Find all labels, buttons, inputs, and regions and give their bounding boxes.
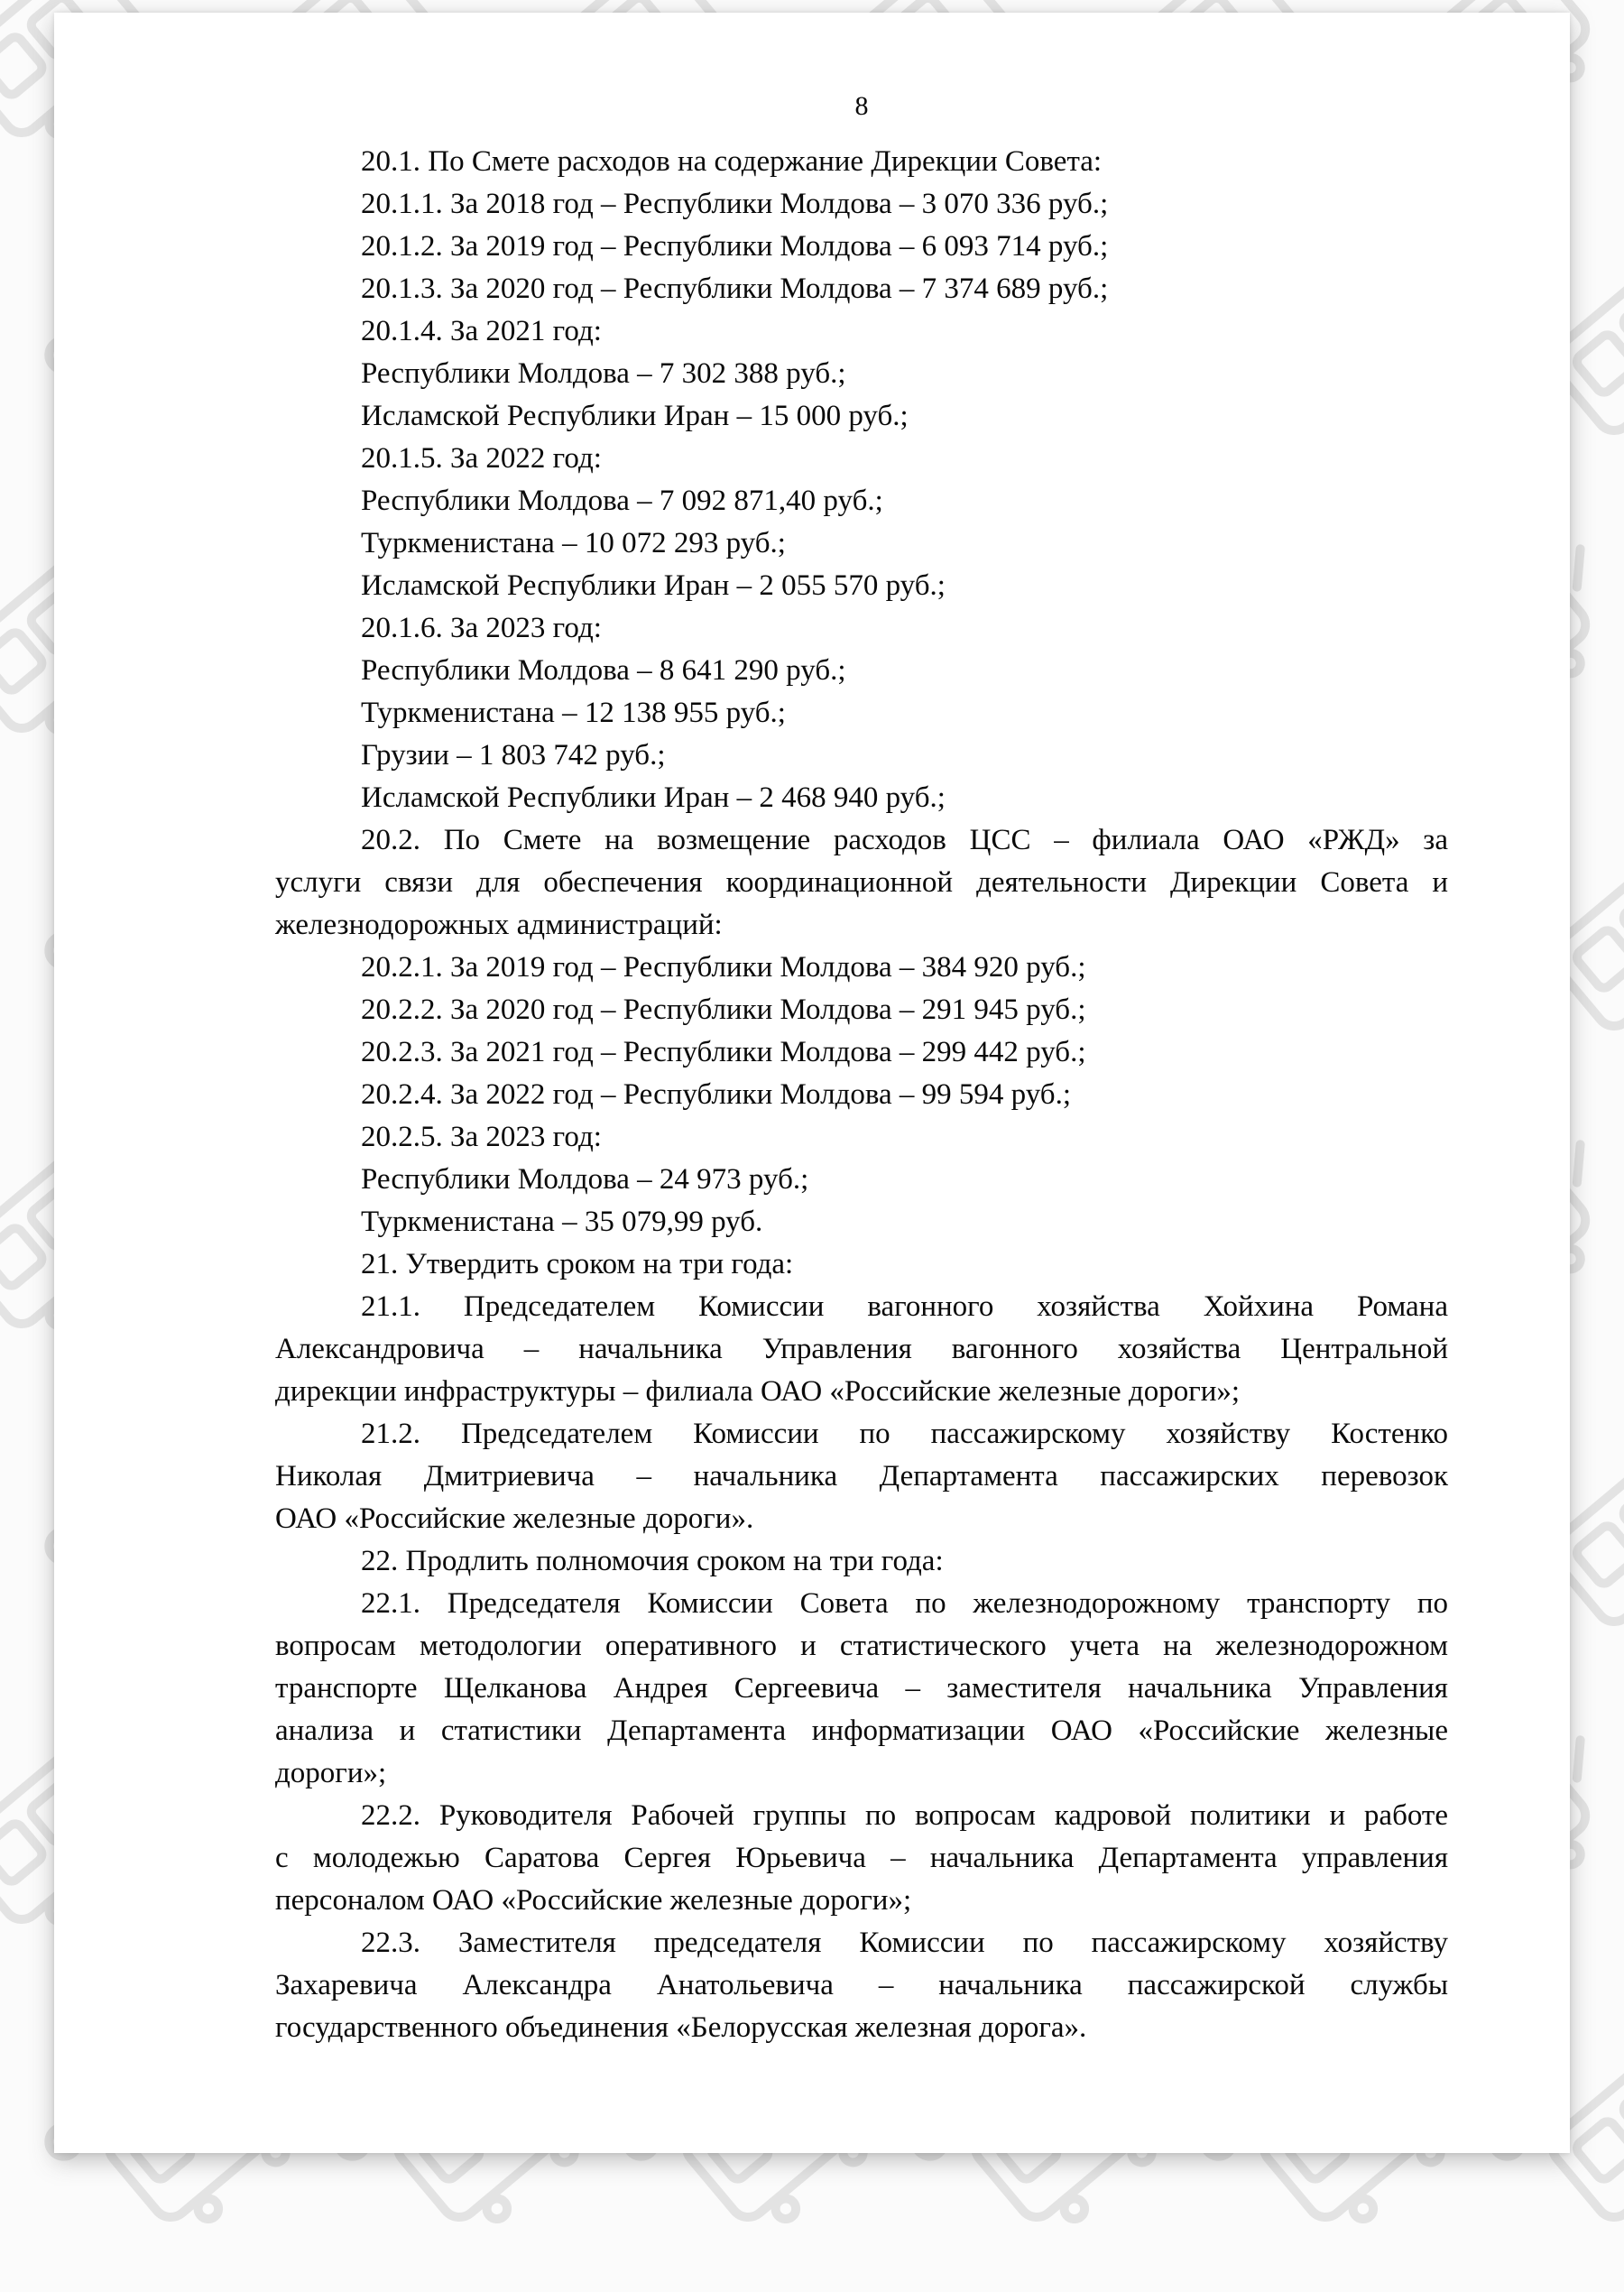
- paragraph: [275, 692, 1448, 735]
- text-line: 20.1.1. За 2018 год – Республики Молдова – 3 070 336 руб.;: [361, 188, 1109, 220]
- text-line: ОАО «Российские железные дороги».: [275, 1502, 754, 1535]
- paragraph: [275, 226, 1448, 268]
- text-line: 20.2.1. За 2019 год – Республики Молдова – 384 920 руб.;: [361, 951, 1086, 984]
- document-page: [54, 13, 1570, 2153]
- text-line: 20.1. По Смете расходов на содержание Дирекции Совета:: [361, 145, 1103, 178]
- text-line: услуги связи для обеспечения координационной деятельности Дирекции Совета и: [275, 866, 1448, 899]
- text-line: государственного объединения «Белорусская железная дорога».: [275, 2011, 1087, 2044]
- paragraph: [275, 650, 1448, 692]
- paragraph: [275, 1116, 1448, 1159]
- text-line: 20.1.5. За 2022 год:: [361, 442, 602, 475]
- page-number: 8: [854, 91, 869, 121]
- text-line: 22.2. Руководителя Рабочей группы по вопросам кадровой политики и работе: [361, 1799, 1448, 1832]
- text-line: 21.2. Председателем Комиссии по пассажирскому хозяйству Костенко: [361, 1418, 1448, 1450]
- text-line: персоналом ОАО «Российские железные дороги»;: [275, 1884, 912, 1917]
- text-line: железнодорожных администраций:: [275, 909, 723, 941]
- paragraph: [275, 438, 1448, 480]
- text-line: 20.1.4. За 2021 год:: [361, 315, 602, 347]
- text-line: Республики Молдова – 8 641 290 руб.;: [361, 654, 846, 687]
- text-line: 22. Продлить полномочия сроком на три года:: [361, 1545, 944, 1577]
- text-line: Республики Молдова – 7 302 388 руб.;: [361, 357, 846, 390]
- text-line: транспорте Щелканова Андрея Сергеевича – заместителя начальника Управления: [275, 1672, 1448, 1705]
- paragraph: [275, 565, 1448, 607]
- paragraph: [275, 947, 1448, 989]
- paragraph: [275, 735, 1448, 777]
- text-line: 21.1. Председателем Комиссии вагонного хозяйства Хойхина Романа: [361, 1290, 1448, 1323]
- text-line: Николая Дмитриевича – начальника Департамента пассажирских перевозок: [275, 1460, 1448, 1493]
- text-line: Исламской Республики Иран – 2 055 570 руб.;: [361, 569, 946, 602]
- paragraph: [275, 141, 1448, 183]
- text-line: Захаревича Александра Анатольевича – начальника пассажирской службы: [275, 1969, 1448, 2001]
- text-line: 20.2.4. За 2022 год – Республики Молдова – 99 594 руб.;: [361, 1078, 1072, 1111]
- text-line: 22.1. Председателя Комиссии Совета по железнодорожному транспорту по: [361, 1587, 1448, 1620]
- paragraph: [275, 1286, 1448, 1413]
- text-line: дирекции инфраструктуры – филиала ОАО «Российские железные дороги»;: [275, 1375, 1241, 1408]
- paragraph: [275, 183, 1448, 226]
- text-line: Грузии – 1 803 742 руб.;: [361, 739, 666, 772]
- text-line: Туркменистана – 12 138 955 руб.;: [361, 697, 786, 729]
- paragraph: [275, 819, 1448, 947]
- text-line: Республики Молдова – 24 973 руб.;: [361, 1163, 809, 1196]
- paragraph: [275, 777, 1448, 819]
- paragraph: [275, 607, 1448, 650]
- paragraph: [275, 1201, 1448, 1243]
- paragraph: [275, 1159, 1448, 1201]
- text-line: Республики Молдова – 7 092 871,40 руб.;: [361, 485, 883, 517]
- text-line: 20.2.3. За 2021 год – Республики Молдова – 299 442 руб.;: [361, 1036, 1086, 1068]
- paragraph: [275, 1413, 1448, 1540]
- text-line: вопросам методологии оперативного и статистического учета на железнодорожном: [275, 1630, 1448, 1662]
- paragraph: [275, 1583, 1448, 1795]
- paragraph: [275, 1795, 1448, 1922]
- text-line: анализа и статистики Департамента информатизации ОАО «Российские железные: [275, 1714, 1448, 1747]
- text-line: 21. Утвердить сроком на три года:: [361, 1248, 794, 1280]
- text-line: Исламской Республики Иран – 2 468 940 руб.;: [361, 781, 946, 814]
- text-line: 20.2.5. За 2023 год:: [361, 1121, 602, 1153]
- text-line: 20.2.2. За 2020 год – Республики Молдова – 291 945 руб.;: [361, 994, 1086, 1026]
- text-line: Туркменистана – 10 072 293 руб.;: [361, 527, 786, 559]
- paragraph: [275, 480, 1448, 522]
- text-line: Туркменистана – 35 079,99 руб.: [361, 1206, 763, 1238]
- text-line: с молодежью Саратова Сергея Юрьевича – начальника Департамента управления: [275, 1842, 1448, 1874]
- text-line: дороги»;: [275, 1757, 387, 1789]
- paragraph: [275, 310, 1448, 353]
- text-line: 20.1.2. За 2019 год – Республики Молдова – 6 093 714 руб.;: [361, 230, 1109, 263]
- text-line: 20.1.6. За 2023 год:: [361, 612, 602, 644]
- paragraph: [275, 522, 1448, 565]
- paragraph: [275, 268, 1448, 310]
- paragraph: [275, 395, 1448, 438]
- paragraph: [275, 1074, 1448, 1116]
- text-line: 20.1.3. За 2020 год – Республики Молдова – 7 374 689 руб.;: [361, 273, 1109, 305]
- paragraph: [275, 1243, 1448, 1286]
- paragraph: [275, 989, 1448, 1031]
- paragraph: [275, 1922, 1448, 2049]
- text-line: Исламской Республики Иран – 15 000 руб.;: [361, 400, 909, 432]
- text-line: Александровича – начальника Управления вагонного хозяйства Центральной: [275, 1333, 1448, 1365]
- document-body: [275, 141, 1448, 2049]
- text-line: 22.3. Заместителя председателя Комиссии по пассажирскому хозяйству: [361, 1927, 1448, 1959]
- paragraph: [275, 1540, 1448, 1583]
- paragraph: [275, 1031, 1448, 1074]
- text-line: 20.2. По Смете на возмещение расходов ЦСС – филиала ОАО «РЖД» за: [361, 824, 1448, 856]
- paragraph: [275, 353, 1448, 395]
